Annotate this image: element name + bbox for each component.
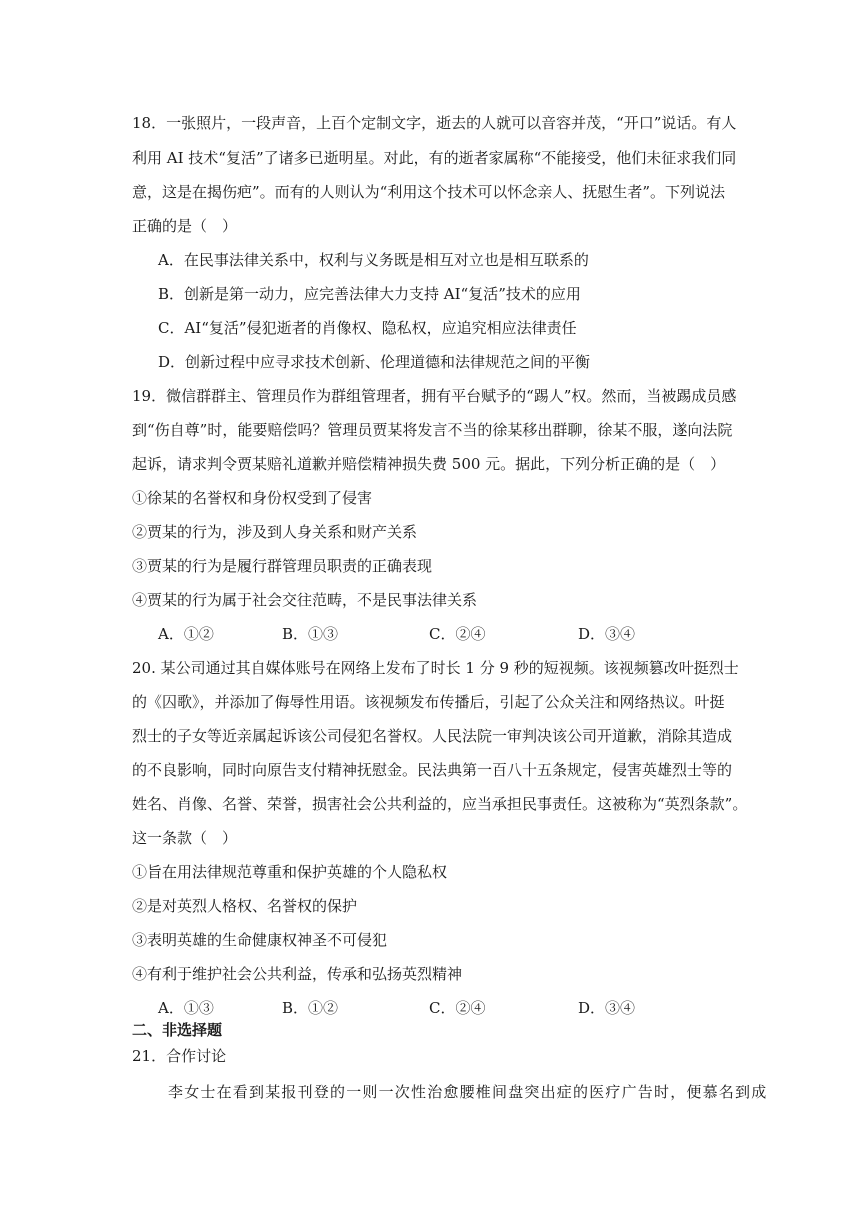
q18-line: 18．一张照片，一段声音，上百个定制文字，逝去的人就可以音容并茂，“开口”说话。有人 <box>132 114 737 132</box>
q21-text: 李女士在看到某报刊登的一则一次性治愈腰椎间盘突出症的医疗广告时，便慕名到成 <box>168 1083 768 1101</box>
q20-line: 的不良影响，同时向原告支付精神抚慰金。民法典第一百八十五条规定，侵害英雄烈士等的 <box>132 761 733 779</box>
q20-choice-c: C．②④ <box>429 999 486 1017</box>
q19-line: 起诉，请求判令贾某赔礼道歉并赔偿精神损失费 500 元。据此，下列分析正确的是（ ） <box>132 455 726 473</box>
q20-choice-b: B．①② <box>282 999 339 1017</box>
section-heading: 二、非选择题 <box>132 1021 223 1039</box>
q20-line: 的《囚歌》，并添加了侮辱性用语。该视频发布传播后，引起了公众关注和网络热议。叶挺 <box>132 693 725 711</box>
q19-line: 到“伤自尊”时，能要赔偿吗？管理员贾某将发言不当的徐某移出群聊，徐某不服，遂向法院 <box>132 421 733 439</box>
q19-choice-a: A．①② <box>158 625 214 643</box>
q18-option-c: C．AI“复活”侵犯逝者的肖像权、隐私权，应追究相应法律责任 <box>158 319 577 337</box>
q20-statement-1: ①旨在用法律规范尊重和保护英雄的个人隐私权 <box>132 863 448 881</box>
q19-statement-2: ②贾某的行为，涉及到人身关系和财产关系 <box>132 523 418 541</box>
q19-choice-c: C．②④ <box>429 625 486 643</box>
q20-statement-4: ④有利于维护社会公共利益，传承和弘扬英烈精神 <box>132 965 463 983</box>
q19-statement-1: ①徐某的名誉权和身份权受到了侵害 <box>132 489 373 507</box>
q20-line: 姓名、肖像、名誉、荣誉，损害社会公共利益的，应当承担民事责任。这被称为“英烈条款”。 <box>132 795 748 813</box>
q18-line: 利用 AI 技术“复活”了诸多已逝明星。对此，有的逝者家属称“不能接受，他们未征求我们同 <box>132 149 737 167</box>
q19-choice-b: B．①③ <box>282 625 339 643</box>
q20-line: 烈士的子女等近亲属起诉该公司侵犯名誉权。人民法院一审判决该公司开道歉，消除其造成 <box>132 727 733 745</box>
q20-choice-d: D．③④ <box>578 999 636 1017</box>
q18-line: 意，这是在揭伤疤”。而有的人则认为“利用这个技术可以怀念亲人、抚慰生者”。下列说法 <box>132 183 726 201</box>
q18-option-a: A．在民事法律关系中，权利与义务既是相互对立也是相互联系的 <box>158 251 589 269</box>
q19-statement-4: ④贾某的行为属于社会交往范畴，不是民事法律关系 <box>132 591 478 609</box>
q18-option-b: B．创新是第一动力，应完善法律大力支持 AI“复活”技术的应用 <box>158 285 581 303</box>
q20-choice-a: A．①③ <box>158 999 214 1017</box>
q20-statement-2: ②是对英烈人格权、名誉权的保护 <box>132 897 358 915</box>
q20-statement-3: ③表明英雄的生命健康权神圣不可侵犯 <box>132 931 388 949</box>
q20-line: 这一条款（ ） <box>132 829 238 847</box>
q20-line: 20. 某公司通过其自媒体账号在网络上发布了时长 1 分 9 秒的短视频。该视频篡改叶挺烈士 <box>132 659 739 677</box>
q19-statement-3: ③贾某的行为是履行群管理员职责的正确表现 <box>132 557 433 575</box>
q19-choice-d: D．③④ <box>578 625 636 643</box>
q19-line: 19．微信群群主、管理员作为群组管理者，拥有平台赋予的“踢人”权。然而，当被踢成员感 <box>132 387 737 405</box>
q21-title: 21．合作讨论 <box>132 1047 227 1065</box>
q18-line: 正确的是（ ） <box>132 217 238 235</box>
q18-option-d: D．创新过程中应寻求技术创新、伦理道德和法律规范之间的平衡 <box>158 353 591 371</box>
